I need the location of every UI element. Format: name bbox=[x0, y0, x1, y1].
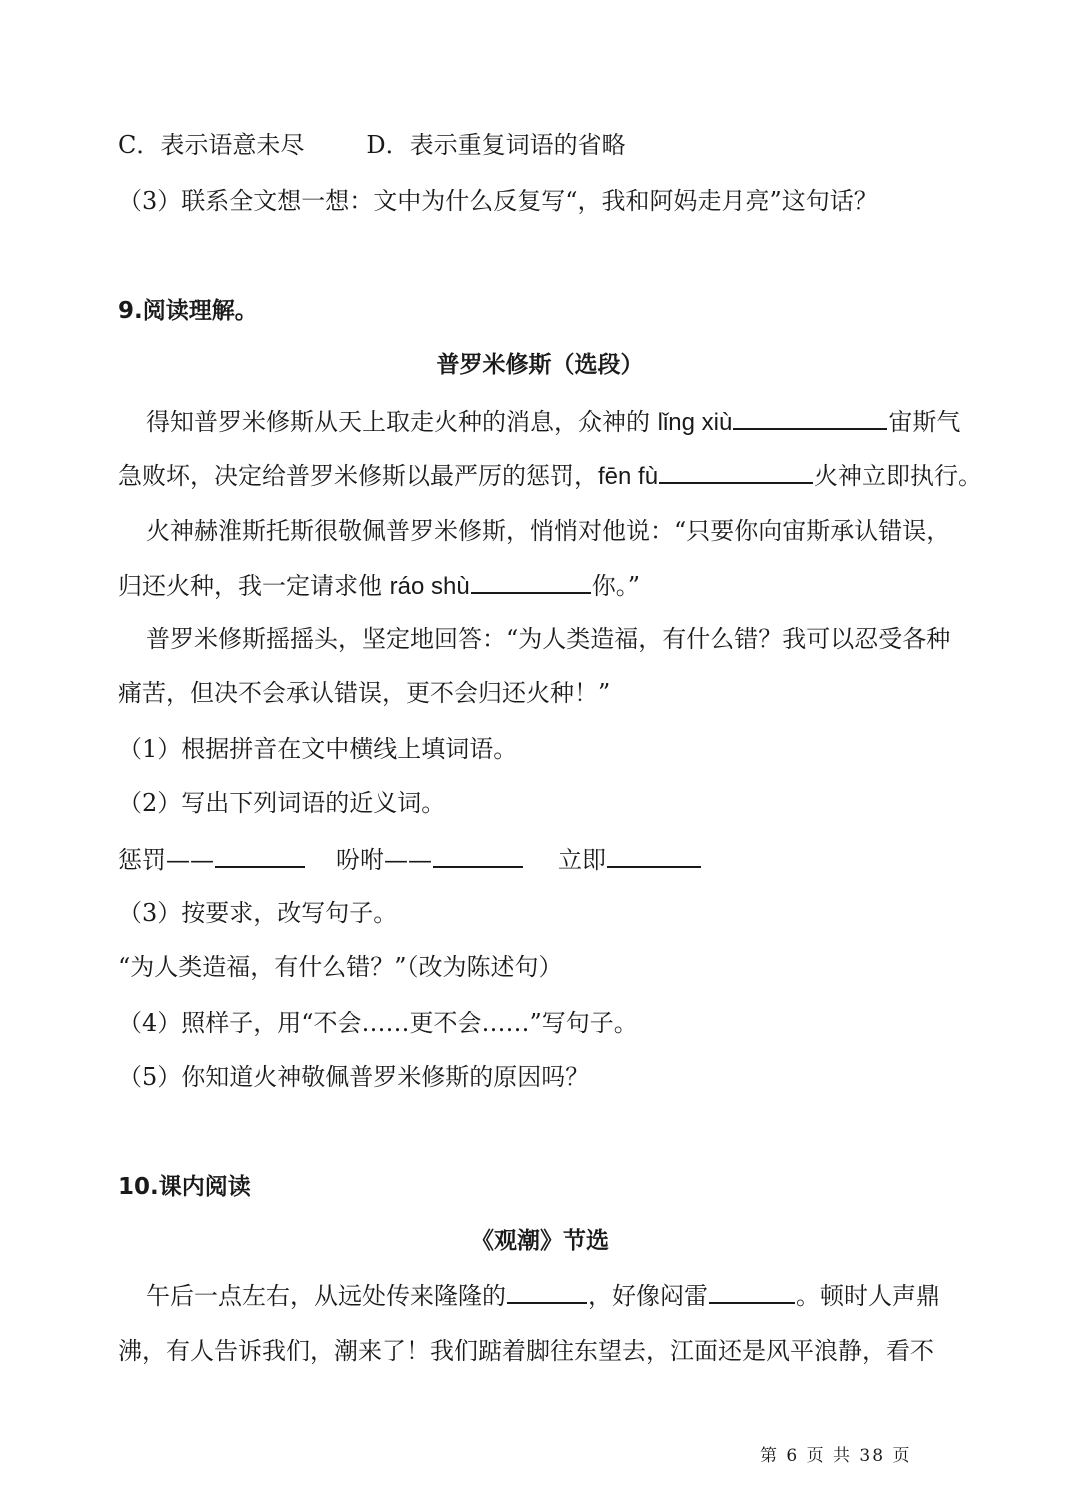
blank-liji[interactable] bbox=[607, 842, 701, 868]
passage-9-line-2: 急败坏，决定给普罗米修斯以最严厉的惩罚，fēn fù 火神立即执行。 bbox=[118, 458, 962, 494]
blank-sound[interactable] bbox=[507, 1278, 587, 1304]
synonym-liji-label: 立即 bbox=[558, 846, 606, 874]
question-9-5: （5）你知道火神敬佩普罗米修斯的原因吗？ bbox=[118, 1063, 590, 1091]
passage-9-line-4: 归还火种，我一定请求他 ráo shù 你。” bbox=[118, 568, 962, 604]
option-line-cd bbox=[118, 128, 962, 162]
passage-9-line-5: 普罗米修斯摇摇头，坚定地回答：“为人类造福，有什么错？我可以忍受各种 bbox=[146, 625, 951, 653]
pinyin-fenfu: fēn fù bbox=[598, 463, 659, 490]
synonym-line bbox=[118, 842, 962, 877]
question-9-3-sentence: “为人类造福，有什么错？”（改为陈述句） bbox=[118, 953, 563, 981]
passage-9-line-1: 得知普罗米修斯从天上取走火种的消息，众神的 lǐng xiù 宙斯气 bbox=[146, 404, 962, 440]
blank-raoshu[interactable] bbox=[471, 568, 591, 594]
passage-9-line-6: 痛苦，但决不会承认错误，更不会归还火种！” bbox=[118, 679, 611, 707]
question-10-heading: 10.课内阅读 bbox=[118, 1174, 251, 1200]
question-9-3: （3）按要求，改写句子。 bbox=[118, 899, 398, 927]
question-9-1: （1）根据拼音在文中横线上填词语。 bbox=[118, 735, 518, 763]
passage-10-line-2: 沸，有人告诉我们，潮来了！我们踮着脚往东望去，江面还是风平浪静，看不 bbox=[118, 1337, 934, 1365]
blank-thunder[interactable] bbox=[709, 1278, 795, 1304]
synonym-chengfa-label: 惩罚—— bbox=[118, 846, 214, 874]
passage-9-title: 普罗米修斯（选段） bbox=[436, 352, 644, 378]
passage-10-title: 《观潮》节选 bbox=[471, 1228, 609, 1254]
pinyin-lingxiu: lǐng xiù bbox=[657, 409, 733, 436]
pinyin-raoshu: ráo shù bbox=[389, 573, 470, 600]
question-9-4: （4）照样子，用“不会……更不会……”写句子。 bbox=[118, 1009, 638, 1037]
option-c: C．表示语意未尽 bbox=[118, 131, 305, 159]
blank-fenfu-synonym[interactable] bbox=[433, 842, 523, 868]
passage-9-line-3: 火神赫淮斯托斯很敬佩普罗米修斯，悄悄对他说：“只要你向宙斯承认错误， bbox=[146, 517, 951, 545]
passage-10-line-1: 午后一点左右，从远处传来隆隆的 ，好像闷雷 。顿时人声鼎 bbox=[146, 1278, 962, 1313]
question-9-2: （2）写出下列词语的近义词。 bbox=[118, 789, 446, 817]
synonym-fenfu-label: 吩咐—— bbox=[336, 846, 432, 874]
option-d: D．表示重复词语的省略 bbox=[366, 131, 626, 159]
page-footer: 第 6 页 共 38 页 bbox=[760, 1446, 912, 1466]
blank-fenfu[interactable] bbox=[659, 458, 813, 484]
blank-chengfa[interactable] bbox=[215, 842, 305, 868]
question-9-heading: 9.阅读理解。 bbox=[118, 298, 258, 324]
blank-lingxiu[interactable] bbox=[733, 404, 887, 430]
question-8-3: （3）联系全文想一想：文中为什么反复写“，我和阿妈走月亮”这句话？ bbox=[118, 187, 878, 215]
